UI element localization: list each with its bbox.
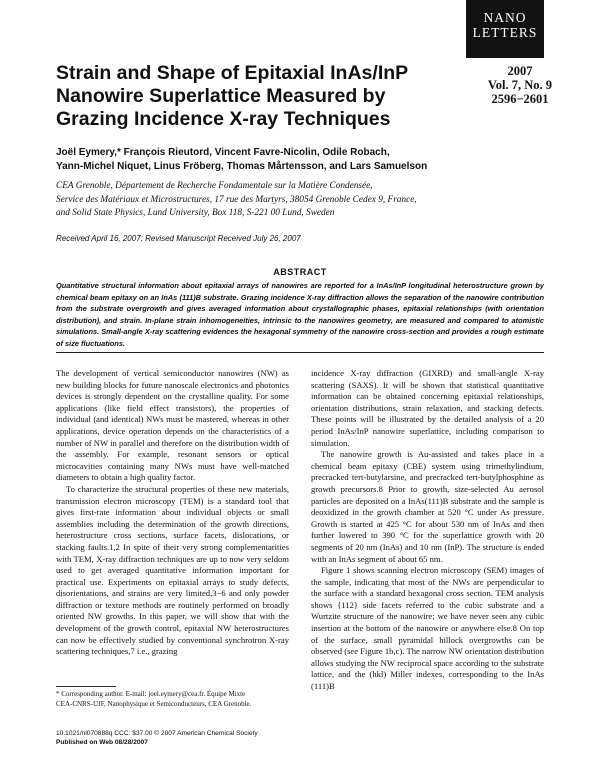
journal-pages: 2596−2601 bbox=[491, 92, 549, 106]
doi-copyright: 10.1021/nl070888q CCC: $37.00 © 2007 American Chemical Society bbox=[56, 730, 258, 737]
abstract-heading: ABSTRACT bbox=[273, 267, 327, 277]
body-paragraph: Figure 1 shows scanning electron microscopy (SEM) images of the sample, indicating that most of the NWs are perpendicular to the surface with a standard hexagonal cross section. TEM analysis shows {112} side facets referred to the cubic substrate and a Wurtzite structure of the nanowire; we have never seen any cubic insertion at the bottom of the nanowire or anywhere else.8 On top of the surface, small pyramidal hillock overgrowths can be observed (see Figure 1b,c). The narrow NW orientation distribution allows studying the NW reciprocal space according to the substrate lattice, and the (hkl) Miller indexes, corresponding to the InAs (111)B bbox=[311, 565, 544, 692]
authors-line-2: Yann-Michel Niquet, Linus Fröberg, Thomas Mårtensson, and Lars Samuelson bbox=[56, 161, 428, 172]
journal-logo bbox=[466, 0, 544, 58]
corresponding-author-footnote bbox=[56, 690, 292, 709]
volume-info bbox=[480, 64, 560, 106]
footnote-divider bbox=[56, 686, 116, 687]
section-divider bbox=[56, 352, 544, 353]
published-date: Published on Web 08/28/2007 bbox=[56, 739, 148, 746]
journal-name-line2: LETTERS bbox=[472, 25, 538, 40]
footnote-line-1: * Corresponding author. E-mail: joel.eymery@cea.fr. Équipe Mixte bbox=[56, 690, 246, 698]
body-column-left bbox=[56, 368, 289, 658]
body-paragraph: incidence X-ray diffraction (GIXRD) and small-angle X-ray scattering (SAXS). It will be shown that statistical quantitative information can be obtained concerning epitaxial relationships, orientation distributions, strain relaxation, and stacking defects. These points will be illustrated by the detailed analysis of a 20 period InAs/InP nanowire superlattice, including comparison to simulation. bbox=[311, 368, 544, 448]
footnote-line-2: CEA-CNRS-UJF, Nanophysique et Semiconducteurs, CEA Grenoble. bbox=[56, 699, 252, 708]
article-title: Strain and Shape of Epitaxial InAs/InP Nanowire Superlattice Measured by Grazing Incidence X-ray Techniques bbox=[56, 62, 408, 130]
affiliation-line-3: and Solid State Physics, Lund University, Box 118, S-221 00 Lund, Sweden bbox=[56, 208, 335, 218]
body-column-right bbox=[311, 368, 544, 693]
journal-name-line1: NANO bbox=[483, 10, 527, 25]
received-dates: Received April 16, 2007; Revised Manuscript Received July 26, 2007 bbox=[56, 234, 301, 243]
body-paragraph: The development of vertical semiconductor nanowires (NW) as new building blocks for future nanoscale electronics and photonics devices is strongly dependent on the crystalline quality. For some applications (like field effect transistors), the properties of individual (and identical) NWs must be mastered, whereas in other applications, device operation depends on the characteristics of a number of NW in parallel and therefore on the distribution width of the assembly. For example, resonant sensors or optical microcavities containing many NWs must have well-matched diameters to obtain a high quality factor. bbox=[56, 368, 289, 483]
journal-year: 2007 bbox=[507, 64, 533, 78]
body-paragraph: To characterize the structural properties of these new materials, transmission electron microscopy (TEM) is a standard tool that gives first-rate information about individual objects or small assemblies including the determination of the growth directions, heterostructure cross sections, surface facets, dislocations, or stacking faults.1,2 In spite of their very strong complementarities with TEM, X-ray diffraction techniques are up to now very seldom used to get averaged quantitative information important for practical use. Experiments on epitaxial arrays to study defects, disorientations, and strains are very limited,3−6 and only powder diffraction or texture methods are routinely performed on broadly oriented NW growths. In this paper, we will show that with the development of the growth control, epitaxial NW heterostructures can now be effectively studied by conventional synchrotron X-ray scattering techniques,7 i.e., grazing bbox=[56, 483, 289, 657]
affiliation-line-2: Service des Matériaux et Microstructures, 17 rue des Martyrs, 38054 Grenoble Cedex 9, France, bbox=[56, 194, 417, 205]
author-list bbox=[56, 146, 486, 174]
body-paragraph: The nanowire growth is Au-assisted and takes place in a chemical beam epitaxy (CBE) system using trimethylindium, precracked tert-butylarsine, and precracked tert-butylphosphine as growth precursors.8 Prior to growth, size-selected Au aerosol particles are deposited on a InAs(111)B substrate and the sample is deoxidized in the growth chamber at 520 °C under As pressure. Growth is started at 425 °C for about 530 nm of InAs and then further lowered to 390 °C for the superlattice growth with 20 segments of 20 nm (InAs) and 10 nm (InP). The structure is ended with an InAs segment of about 65 nm. bbox=[311, 449, 544, 564]
affiliation-line-1: CEA Grenoble, Département de Recherche Fondamentale sur la Matière Condensée, bbox=[56, 181, 373, 191]
abstract-text: Quantitative structural information about epitaxial arrays of nanowires are reported for a InAs/InP longitudinal heterostructure grown by chemical beam epitaxy on an InAs (111)B substrate. Grazing incidence X-ray diffraction allows the separation of the nanowire contribution from the substrate overgrowth and gives averaged information about crystallographic phases, epitaxial relationships (with orientation distribution), and strain. In-plane strain inhomogeneities, intrinsic to the nanowires geometry, are measured and compared to atomistic simulations. Small-angle X-ray scattering evidences the hexagonal symmetry of the nanowire cross-section and provides a rough estimate of size fluctuations. bbox=[56, 281, 544, 348]
affiliation bbox=[56, 180, 526, 221]
authors-line-1: Joël Eymery,* François Rieutord, Vincent Favre-Nicolin, Odile Robach, bbox=[56, 147, 390, 158]
journal-volume-issue: Vol. 7, No. 9 bbox=[487, 78, 553, 92]
